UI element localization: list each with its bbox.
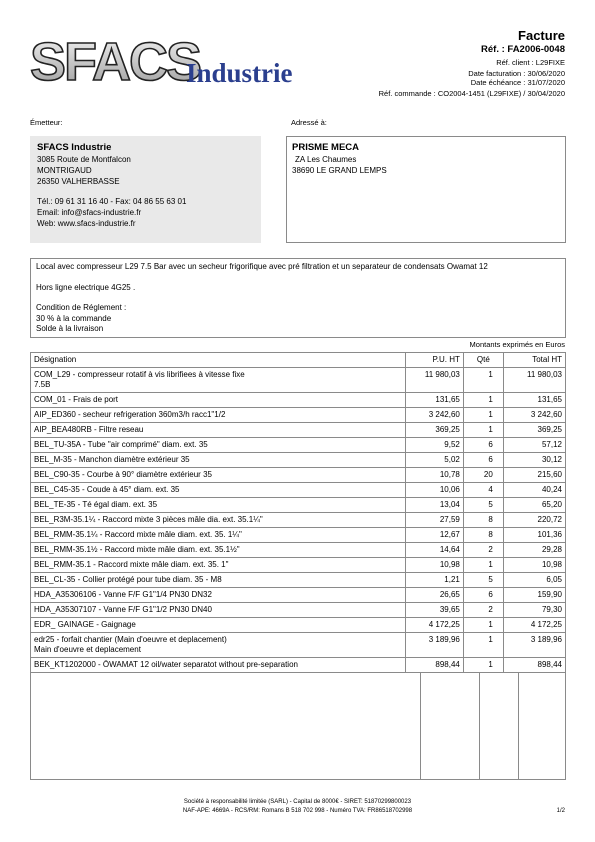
item-total: 10,98 (503, 558, 565, 573)
item-unit-price: 898,44 (405, 658, 463, 673)
item-unit-price: 10,78 (405, 468, 463, 483)
item-designation-line: COM_01 - Frais de port (34, 395, 119, 404)
invoice-title: Facture (518, 28, 565, 43)
due-date: Date échéance : 31/07/2020 (470, 78, 565, 87)
item-designation (31, 423, 405, 438)
item-designation-line: 7.5B (34, 380, 51, 389)
item-designation (31, 543, 405, 558)
item-designation-line: BEL_TU-35A - Tube "air comprimé" diam. ext. 35 (34, 440, 208, 449)
table-row (31, 528, 565, 543)
item-unit-price: 11 980,03 (405, 368, 463, 393)
item-designation (31, 483, 405, 498)
item-designation-line: BEK_KT1202000 - ÖWAMAT 12 oil/water separatot without pre-separation (34, 660, 298, 669)
table-row (31, 603, 565, 618)
item-quantity: 20 (463, 468, 503, 483)
item-unit-price: 3 242,60 (405, 408, 463, 423)
item-designation-line: BEL_RMM-35.1¼ - Raccord mixte mâle diam. ext. 35. 1¼" (34, 530, 242, 539)
item-quantity: 8 (463, 528, 503, 543)
item-designation (31, 618, 405, 633)
table-row (31, 423, 565, 438)
item-designation (31, 438, 405, 453)
sender-address-line: MONTRIGAUD (37, 166, 92, 175)
table-row (31, 438, 565, 453)
recipient-address-line: ZA Les Chaumes (295, 155, 357, 164)
note-line: Condition de Réglement : (36, 303, 127, 312)
table-row (31, 468, 565, 483)
item-designation-line: Main d'oeuvre et deplacement (34, 645, 141, 654)
sender-address-line: 3085 Route de Montfalcon (37, 155, 131, 164)
item-designation-line: HDA_A35307107 - Vanne F/F G1"1/2 PN30 DN40 (34, 605, 212, 614)
item-total: 29,28 (503, 543, 565, 558)
note-line: Solde à la livraison (36, 324, 104, 333)
sender-email: Email: info@sfacs-industrie.fr (37, 208, 142, 217)
item-quantity: 2 (463, 543, 503, 558)
item-unit-price: 9,52 (405, 438, 463, 453)
item-unit-price: 4 172,25 (405, 618, 463, 633)
item-unit-price: 13,04 (405, 498, 463, 513)
item-total: 4 172,25 (503, 618, 565, 633)
table-row (31, 483, 565, 498)
item-total: 369,25 (503, 423, 565, 438)
table-row (31, 368, 565, 393)
note-line: Hors ligne electrique 4G25 . (36, 282, 136, 292)
item-designation-line: BEL_M-35 - Manchon diamètre extérieur 35 (34, 455, 190, 464)
item-quantity: 6 (463, 588, 503, 603)
item-designation (31, 368, 405, 393)
recipient-label: Adressé à: (291, 118, 327, 127)
notes-box (30, 258, 566, 338)
note-line: 30 % à la commande (36, 313, 112, 323)
invoice-date: Date facturation : 30/06/2020 (468, 69, 565, 78)
item-unit-price: 3 189,96 (405, 633, 463, 658)
sender-label: Émetteur: (30, 118, 63, 127)
sender-box (30, 136, 261, 243)
item-designation (31, 468, 405, 483)
item-designation-line: BEL_TE-35 - Té égal diam. ext. 35 (34, 500, 158, 509)
item-designation (31, 453, 405, 468)
item-quantity: 8 (463, 513, 503, 528)
item-quantity: 5 (463, 498, 503, 513)
item-quantity: 6 (463, 453, 503, 468)
table-row (31, 543, 565, 558)
item-designation-line: HDA_A35306106 - Vanne F/F G1"1/4 PN30 DN32 (34, 590, 212, 599)
item-unit-price: 39,65 (405, 603, 463, 618)
header-total: Total HT (503, 353, 565, 368)
recipient-box (286, 136, 566, 243)
footer-legal-line: Société à responsabilité limitée (SARL) - Capital de 8000€ - SIRET: 51870299800023 (183, 799, 412, 805)
item-unit-price: 10,06 (405, 483, 463, 498)
item-total: 898,44 (503, 658, 565, 673)
item-designation-line: edr25 - forfait chantier (Main d'oeuvre et deplacement) (34, 635, 227, 644)
item-designation-line: BEL_C45-35 - Coude à 45° diam. ext. 35 (34, 485, 180, 494)
item-quantity: 4 (463, 483, 503, 498)
item-designation (31, 573, 405, 588)
item-quantity: 1 (463, 618, 503, 633)
table-row (31, 558, 565, 573)
table-row (31, 453, 565, 468)
item-designation (31, 658, 405, 673)
item-designation-line: BEL_RMM-35.1 - Raccord mixte mâle diam. ext. 35. 1" (34, 560, 229, 569)
item-unit-price: 131,65 (405, 393, 463, 408)
header-quantity: Qté (463, 353, 503, 368)
item-designation (31, 498, 405, 513)
item-unit-price: 10,98 (405, 558, 463, 573)
item-designation-line: BEL_C90-35 - Courbe à 90° diamètre extérieur 35 (34, 470, 212, 479)
item-total: 101,36 (503, 528, 565, 543)
item-designation (31, 633, 405, 658)
items-table (30, 352, 566, 780)
sender-phone: Tél.: 09 61 31 16 40 - Fax: 04 86 55 63 01 (37, 197, 187, 206)
header-unit-price: P.U. HT (405, 353, 463, 368)
item-unit-price: 26,65 (405, 588, 463, 603)
item-designation-line: AIP_BEA480RB - Filtre reseau (34, 425, 144, 434)
item-designation-line: AIP_ED360 - secheur refrigeration 360m3/h racc1"1/2 (34, 410, 226, 419)
item-unit-price: 14,64 (405, 543, 463, 558)
item-quantity: 1 (463, 393, 503, 408)
item-total: 57,12 (503, 438, 565, 453)
footer-legal-line: NAF-APE: 4669A - RCS/RM: Romans B 518 702 998 - Numéro TVA: FR86518702998 (182, 808, 413, 814)
item-quantity: 6 (463, 438, 503, 453)
logo-main-text: SFACS (30, 32, 201, 92)
sender-website: Web: www.sfacs-industrie.fr (37, 219, 136, 228)
header-designation: Désignation (31, 353, 405, 368)
item-total: 159,90 (503, 588, 565, 603)
logo-sub-text: Industrie (186, 58, 293, 88)
client-reference: Réf. client : L29FIXE (496, 58, 565, 67)
order-reference: Réf. commande : CO2004-1451 (L29FIXE) / 30/04/2020 (378, 89, 565, 98)
item-total: 79,30 (503, 603, 565, 618)
item-unit-price: 12,67 (405, 528, 463, 543)
item-quantity: 2 (463, 603, 503, 618)
table-row (31, 658, 565, 673)
item-total: 131,65 (503, 393, 565, 408)
item-total: 6,05 (503, 573, 565, 588)
item-quantity: 1 (463, 368, 503, 393)
item-total: 3 189,96 (503, 633, 565, 658)
item-designation-line: BEL_CL-35 - Collier protégé pour tube diam. 35 - M8 (34, 575, 222, 584)
table-row (31, 573, 565, 588)
table-row (31, 513, 565, 528)
item-total: 65,20 (503, 498, 565, 513)
table-row (31, 498, 565, 513)
item-unit-price: 369,25 (405, 423, 463, 438)
item-quantity: 1 (463, 408, 503, 423)
item-unit-price: 5,02 (405, 453, 463, 468)
item-designation (31, 513, 405, 528)
item-quantity: 1 (463, 423, 503, 438)
recipient-address-line: 38690 LE GRAND LEMPS (292, 166, 387, 175)
table-row (31, 618, 565, 633)
item-quantity: 1 (463, 558, 503, 573)
item-designation (31, 408, 405, 423)
amounts-currency-note: Montants exprimés en Euros (469, 340, 565, 349)
item-quantity: 1 (463, 658, 503, 673)
item-designation (31, 588, 405, 603)
item-total: 40,24 (503, 483, 565, 498)
item-designation (31, 528, 405, 543)
company-logo (30, 32, 320, 92)
table-row (31, 633, 565, 658)
table-row (31, 408, 565, 423)
item-total: 11 980,03 (503, 368, 565, 393)
item-total: 220,72 (503, 513, 565, 528)
item-total: 3 242,60 (503, 408, 565, 423)
table-row (31, 588, 565, 603)
item-unit-price: 1,21 (405, 573, 463, 588)
item-designation-line: EDR_ GAINAGE - Gaignage (34, 620, 136, 629)
sender-address-line: 26350 VALHERBASSE (37, 177, 120, 186)
item-designation (31, 603, 405, 618)
item-quantity: 5 (463, 573, 503, 588)
recipient-name: PRISME MECA (292, 142, 360, 153)
item-unit-price: 27,59 (405, 513, 463, 528)
item-total: 215,60 (503, 468, 565, 483)
note-line: Local avec compresseur L29 7.5 Bar avec un secheur frigorifique avec pré filtration et un separateur de condensats Owamat 12 (36, 262, 488, 271)
page-number: 1/2 (556, 808, 565, 814)
table-row (31, 393, 565, 408)
item-designation-line: BEL_RMM-35.1½ - Raccord mixte mâle diam. ext. 35.1½" (34, 545, 240, 554)
invoice-reference: Réf. : FA2006-0048 (481, 44, 565, 55)
item-designation-line: COM_L29 - compresseur rotatif à vis librifiees à vitesse fixe (34, 370, 245, 379)
item-total: 30,12 (503, 453, 565, 468)
item-designation-line: BEL_R3M-35.1¼ - Raccord mixte 3 pièces mâle dia. ext. 35.1¼" (34, 515, 263, 524)
item-designation (31, 393, 405, 408)
item-quantity: 1 (463, 633, 503, 658)
item-designation (31, 558, 405, 573)
sender-name: SFACS Industrie (37, 142, 112, 153)
